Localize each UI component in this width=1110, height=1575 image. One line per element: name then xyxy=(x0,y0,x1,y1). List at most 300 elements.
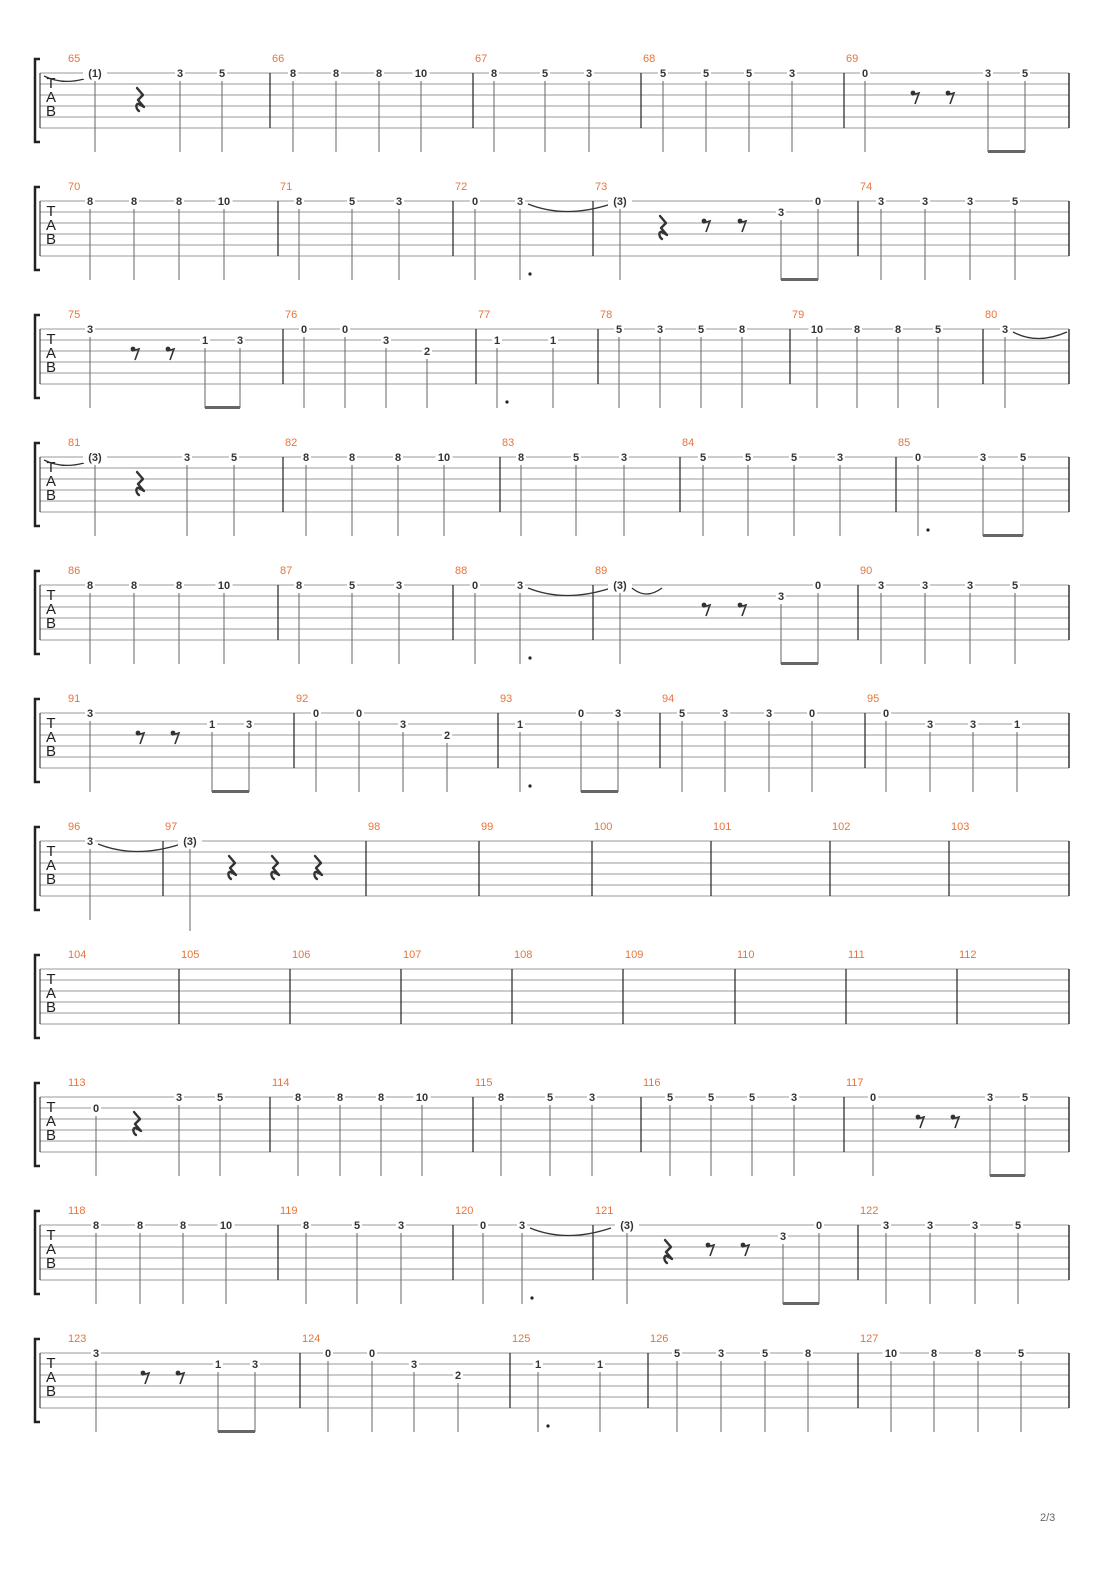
eighth-rest-stem xyxy=(167,349,174,360)
fret-number: 5 xyxy=(541,68,549,80)
fret-number: 2 xyxy=(423,346,431,358)
fret-number: 3 xyxy=(765,708,773,720)
fret-number: (3) xyxy=(183,836,197,848)
fret-number: 3 xyxy=(1001,324,1009,336)
fret-number: 5 xyxy=(745,68,753,80)
eighth-rest-stem xyxy=(739,605,746,616)
fret-number: 3 xyxy=(777,591,785,603)
fret-number: 3 xyxy=(92,1348,100,1360)
quarter-rest xyxy=(228,856,236,879)
fret-number: 8 xyxy=(179,1220,187,1232)
fret-number: 8 xyxy=(130,196,138,208)
tie-arc xyxy=(528,204,611,212)
fret-number: 8 xyxy=(136,1220,144,1232)
measure-number: 95 xyxy=(867,693,880,705)
tab-clef-letter: T xyxy=(46,1227,56,1244)
measure-number: 83 xyxy=(502,437,515,449)
fret-number: 3 xyxy=(518,1220,526,1232)
fret-number: 5 xyxy=(1021,1092,1029,1104)
eighth-rest-stem xyxy=(132,349,139,360)
tab-clef-letter: B xyxy=(45,231,57,248)
fret-number: 5 xyxy=(1019,452,1027,464)
fret-number: 3 xyxy=(516,196,524,208)
measure-number: 90 xyxy=(860,565,873,577)
note-beam xyxy=(983,534,1023,537)
eighth-rest-stem xyxy=(947,93,954,104)
tie-arc xyxy=(528,588,611,596)
eighth-rest-stem xyxy=(739,221,746,232)
fret-number: 5 xyxy=(572,452,580,464)
system-bracket xyxy=(35,443,40,526)
fret-number: 3 xyxy=(790,1092,798,1104)
eighth-rest-stem xyxy=(703,221,710,232)
fret-number: 5 xyxy=(546,1092,554,1104)
fret-number: 8 xyxy=(294,1092,302,1104)
quarter-rest xyxy=(314,856,322,879)
measure-number: 86 xyxy=(68,565,81,577)
measure-number: 122 xyxy=(860,1205,879,1217)
fret-number: 1 xyxy=(1013,719,1021,731)
fret-number: 5 xyxy=(348,196,356,208)
fret-number: 3 xyxy=(969,719,977,731)
eighth-rest-stem xyxy=(707,1245,714,1256)
measure-number: 67 xyxy=(475,53,488,65)
fret-number: 3 xyxy=(399,719,407,731)
tab-clef-letter: T xyxy=(46,715,56,732)
fret-number: 3 xyxy=(986,1092,994,1104)
measure-number: 99 xyxy=(481,821,494,833)
eighth-rest-stem xyxy=(177,1373,184,1384)
quarter-rest xyxy=(133,1112,141,1135)
measure-number: 100 xyxy=(594,821,613,833)
measure-number: 96 xyxy=(68,821,81,833)
fret-number: 8 xyxy=(894,324,902,336)
fret-number: 0 xyxy=(471,580,479,592)
page-number: 2/3 xyxy=(1040,1512,1056,1524)
fret-number: 3 xyxy=(236,335,244,347)
fret-number: 3 xyxy=(721,708,729,720)
measure-number: 85 xyxy=(898,437,911,449)
measure-number: 89 xyxy=(595,565,608,577)
tab-clef-letter: A xyxy=(45,985,57,1002)
fret-number: 8 xyxy=(497,1092,505,1104)
fret-number: 8 xyxy=(336,1092,344,1104)
tab-clef-letter: T xyxy=(46,971,56,988)
measure-number: 92 xyxy=(296,693,309,705)
measure-number: 76 xyxy=(285,309,298,321)
tab-system xyxy=(35,1205,1069,1305)
measure-number: 80 xyxy=(985,309,998,321)
measure-number: 81 xyxy=(68,437,81,449)
tab-clef-letter: T xyxy=(46,203,56,220)
tab-system xyxy=(35,1333,1069,1433)
measure-number: 69 xyxy=(846,53,859,65)
tab-clef-letter: B xyxy=(45,999,57,1016)
fret-number: 8 xyxy=(853,324,861,336)
fret-number: 3 xyxy=(395,196,403,208)
tab-clef-letter: T xyxy=(46,75,56,92)
fret-number: 5 xyxy=(218,68,226,80)
fret-number: 8 xyxy=(175,196,183,208)
measure-number: 110 xyxy=(737,949,755,961)
fret-number: 8 xyxy=(377,1092,385,1104)
system-bracket xyxy=(35,1083,40,1166)
measure-number: 116 xyxy=(643,1077,661,1089)
tie-arc xyxy=(530,1228,611,1236)
fret-number: 8 xyxy=(86,196,94,208)
system-bracket xyxy=(35,1211,40,1294)
fret-number: 1 xyxy=(596,1359,604,1371)
fret-number: (3) xyxy=(620,1220,634,1232)
tab-clef-letter: A xyxy=(45,729,57,746)
tab-clef-letter: B xyxy=(45,359,57,376)
measure-number: 118 xyxy=(68,1205,86,1217)
measure-number: 105 xyxy=(181,949,200,961)
rhythm-dot xyxy=(528,272,531,275)
measure-number: 108 xyxy=(514,949,533,961)
system-bracket xyxy=(35,1339,40,1422)
fret-number: 0 xyxy=(324,1348,332,1360)
measure-number: 127 xyxy=(860,1333,879,1345)
tie-arc xyxy=(1013,332,1067,339)
fret-number: 8 xyxy=(130,580,138,592)
system-bracket xyxy=(35,699,40,782)
measure-number: 113 xyxy=(68,1077,86,1089)
system-bracket xyxy=(35,59,40,142)
fret-number: 3 xyxy=(921,580,929,592)
tab-system xyxy=(35,949,1069,1038)
fret-number: 8 xyxy=(517,452,525,464)
fret-number: 3 xyxy=(979,452,987,464)
measure-number: 112 xyxy=(959,949,977,961)
fret-number: 3 xyxy=(395,580,403,592)
measure-number: 102 xyxy=(832,821,851,833)
measure-number: 65 xyxy=(68,53,81,65)
tab-system xyxy=(35,821,1069,931)
measure-number: 117 xyxy=(846,1077,864,1089)
fret-number: (3) xyxy=(613,196,627,208)
measure-number: 94 xyxy=(662,693,675,705)
measure-number: 71 xyxy=(280,181,293,193)
measure-number: 106 xyxy=(292,949,311,961)
fret-number: 3 xyxy=(777,207,785,219)
measure-number: 121 xyxy=(595,1205,614,1217)
system-bracket xyxy=(35,827,40,910)
measure-number: 114 xyxy=(272,1077,290,1089)
fret-number: 3 xyxy=(585,68,593,80)
fret-number: 5 xyxy=(761,1348,769,1360)
measure-number: 75 xyxy=(68,309,81,321)
fret-number: 3 xyxy=(656,324,664,336)
system-bracket xyxy=(35,571,40,654)
rhythm-dot xyxy=(528,656,531,659)
fret-number: 5 xyxy=(659,68,667,80)
fret-number: 0 xyxy=(341,324,349,336)
fret-number: 10 xyxy=(810,324,824,336)
rhythm-dot xyxy=(530,1296,533,1299)
fret-number: 3 xyxy=(926,1220,934,1232)
fret-number: 8 xyxy=(302,452,310,464)
eighth-rest-stem xyxy=(142,1373,149,1384)
fret-number: 8 xyxy=(92,1220,100,1232)
fret-number: 5 xyxy=(934,324,942,336)
fret-number: 0 xyxy=(882,708,890,720)
eighth-rest-stem xyxy=(703,605,710,616)
fret-number: 1 xyxy=(493,335,501,347)
fret-number: 0 xyxy=(300,324,308,336)
fret-number: 5 xyxy=(1011,196,1019,208)
note-beam xyxy=(781,278,818,281)
measure-number: 124 xyxy=(302,1333,321,1345)
measure-number: 68 xyxy=(643,53,656,65)
measure-number: 74 xyxy=(860,181,873,193)
fret-number: 0 xyxy=(814,580,822,592)
fret-number: 1 xyxy=(516,719,524,731)
fret-number: (3) xyxy=(88,452,102,464)
fret-number: 10 xyxy=(884,1348,898,1360)
measure-number: 109 xyxy=(625,949,644,961)
fret-number: 0 xyxy=(815,1220,823,1232)
fret-number: 5 xyxy=(697,324,705,336)
note-beam xyxy=(581,790,618,793)
fret-number: 8 xyxy=(375,68,383,80)
tab-system xyxy=(35,565,1069,665)
note-beam xyxy=(205,406,240,409)
fret-number: 0 xyxy=(808,708,816,720)
tab-clef-letter: T xyxy=(46,843,56,860)
tab-system xyxy=(35,309,1069,409)
fret-number: 3 xyxy=(836,452,844,464)
fret-number: 0 xyxy=(368,1348,376,1360)
fret-number: 3 xyxy=(86,836,94,848)
fret-number: 0 xyxy=(861,68,869,80)
fret-number: 10 xyxy=(415,1092,429,1104)
eighth-rest-stem xyxy=(952,1117,959,1128)
fret-number: 3 xyxy=(382,335,390,347)
fret-number: 3 xyxy=(966,580,974,592)
measure-number: 79 xyxy=(792,309,805,321)
fret-number: 5 xyxy=(1021,68,1029,80)
fret-number: 5 xyxy=(615,324,623,336)
measure-number: 115 xyxy=(475,1077,493,1089)
tab-clef-letter: B xyxy=(45,615,57,632)
tab-clef-letter: B xyxy=(45,1255,57,1272)
fret-number: 3 xyxy=(779,1231,787,1243)
note-beam xyxy=(781,662,818,665)
tab-clef-letter: T xyxy=(46,1099,56,1116)
fret-number: 3 xyxy=(614,708,622,720)
fret-number: 0 xyxy=(479,1220,487,1232)
quarter-rest xyxy=(136,88,144,111)
tab-clef-letter: T xyxy=(46,331,56,348)
measure-number: 98 xyxy=(368,821,381,833)
fret-number: 3 xyxy=(588,1092,596,1104)
measure-number: 88 xyxy=(455,565,468,577)
tab-clef-letter: B xyxy=(45,743,57,760)
quarter-rest xyxy=(271,856,279,879)
tab-clef-letter: A xyxy=(45,1369,57,1386)
tab-system xyxy=(35,437,1069,537)
note-beam xyxy=(990,1174,1025,1177)
fret-number: 5 xyxy=(1017,1348,1025,1360)
fret-number: 3 xyxy=(245,719,253,731)
tab-clef-letter: A xyxy=(45,857,57,874)
quarter-rest xyxy=(136,472,144,495)
tab-clef-letter: B xyxy=(45,487,57,504)
measure-number: 77 xyxy=(478,309,491,321)
fret-number: 3 xyxy=(86,708,94,720)
rhythm-dot xyxy=(505,400,508,403)
measure-number: 104 xyxy=(68,949,87,961)
measure-number: 111 xyxy=(848,949,865,961)
fret-number: 8 xyxy=(332,68,340,80)
measure-number: 119 xyxy=(280,1205,298,1217)
tab-clef-letter: A xyxy=(45,89,57,106)
fret-number: 8 xyxy=(302,1220,310,1232)
fret-number: 3 xyxy=(921,196,929,208)
fret-number: 0 xyxy=(312,708,320,720)
fret-number: 0 xyxy=(914,452,922,464)
tab-system xyxy=(35,1077,1069,1177)
fret-number: 3 xyxy=(717,1348,725,1360)
fret-number: 5 xyxy=(353,1220,361,1232)
tab-clef-letter: B xyxy=(45,1127,57,1144)
fret-number: 5 xyxy=(1011,580,1019,592)
fret-number: 8 xyxy=(804,1348,812,1360)
note-beam xyxy=(212,790,249,793)
fret-number: 3 xyxy=(516,580,524,592)
fret-number: 3 xyxy=(251,1359,259,1371)
fret-number: 5 xyxy=(666,1092,674,1104)
fret-number: 5 xyxy=(1014,1220,1022,1232)
fret-number: 3 xyxy=(397,1220,405,1232)
fret-number: 8 xyxy=(289,68,297,80)
eighth-rest-stem xyxy=(912,93,919,104)
fret-number: 3 xyxy=(877,196,885,208)
measure-number: 72 xyxy=(455,181,468,193)
fret-number: 10 xyxy=(217,580,231,592)
eighth-rest-stem xyxy=(917,1117,924,1128)
fret-number: 0 xyxy=(869,1092,877,1104)
tab-clef-letter: T xyxy=(46,587,56,604)
measure-number: 70 xyxy=(68,181,81,193)
system-bracket xyxy=(35,955,40,1038)
fret-number: 1 xyxy=(534,1359,542,1371)
tie-arc xyxy=(632,588,662,594)
fret-number: 2 xyxy=(454,1370,462,1382)
fret-number: 5 xyxy=(790,452,798,464)
tab-clef-letter: A xyxy=(45,345,57,362)
measure-number: 87 xyxy=(280,565,293,577)
rhythm-dot xyxy=(528,784,531,787)
measure-number: 78 xyxy=(600,309,613,321)
measure-number: 125 xyxy=(512,1333,531,1345)
tab-clef-letter: A xyxy=(45,1113,57,1130)
fret-number: 3 xyxy=(926,719,934,731)
fret-number: 5 xyxy=(216,1092,224,1104)
fret-number: 8 xyxy=(86,580,94,592)
fret-number: 3 xyxy=(877,580,885,592)
quarter-rest xyxy=(664,1240,672,1263)
fret-number: 10 xyxy=(217,196,231,208)
fret-number: 1 xyxy=(208,719,216,731)
fret-number: 5 xyxy=(702,68,710,80)
fret-number: 3 xyxy=(966,196,974,208)
tab-clef-letter: A xyxy=(45,473,57,490)
fret-number: 3 xyxy=(176,68,184,80)
fret-number: 0 xyxy=(92,1103,100,1115)
tab-system xyxy=(35,181,1069,281)
fret-number: 3 xyxy=(788,68,796,80)
tie-arc xyxy=(98,844,181,852)
tab-system xyxy=(35,693,1069,793)
fret-number: 5 xyxy=(748,1092,756,1104)
fret-number: 3 xyxy=(410,1359,418,1371)
tab-clef-letter: T xyxy=(46,459,56,476)
fret-number: 3 xyxy=(882,1220,890,1232)
fret-number: 8 xyxy=(930,1348,938,1360)
eighth-rest-stem xyxy=(742,1245,749,1256)
eighth-rest-stem xyxy=(137,733,144,744)
fret-number: 2 xyxy=(443,730,451,742)
tab-clef-letter: A xyxy=(45,601,57,618)
tab-system xyxy=(35,53,1069,153)
measure-number: 93 xyxy=(500,693,513,705)
rhythm-dot xyxy=(546,1424,549,1427)
measure-number: 84 xyxy=(682,437,695,449)
fret-number: 5 xyxy=(699,452,707,464)
note-beam xyxy=(783,1302,819,1305)
fret-number: 0 xyxy=(577,708,585,720)
fret-number: 8 xyxy=(490,68,498,80)
fret-number: 10 xyxy=(437,452,451,464)
tab-clef-letter: T xyxy=(46,1355,56,1372)
system-bracket xyxy=(35,187,40,270)
fret-number: (1) xyxy=(88,68,102,80)
system-bracket xyxy=(35,315,40,398)
quarter-rest xyxy=(659,216,667,239)
measure-number: 103 xyxy=(951,821,970,833)
fret-number: 10 xyxy=(219,1220,233,1232)
measure-number: 120 xyxy=(455,1205,474,1217)
fret-number: 3 xyxy=(620,452,628,464)
measure-number: 66 xyxy=(272,53,285,65)
fret-number: 3 xyxy=(971,1220,979,1232)
measure-number: 91 xyxy=(68,693,81,705)
fret-number: (3) xyxy=(613,580,627,592)
fret-number: 8 xyxy=(974,1348,982,1360)
measure-number: 123 xyxy=(68,1333,87,1345)
fret-number: 8 xyxy=(394,452,402,464)
fret-number: 3 xyxy=(183,452,191,464)
fret-number: 8 xyxy=(175,580,183,592)
fret-number: 5 xyxy=(673,1348,681,1360)
fret-number: 5 xyxy=(744,452,752,464)
note-beam xyxy=(218,1430,255,1433)
tab-clef-letter: B xyxy=(45,1383,57,1400)
measure-number: 73 xyxy=(595,181,608,193)
measure-number: 126 xyxy=(650,1333,669,1345)
fret-number: 0 xyxy=(814,196,822,208)
tab-clef-letter: A xyxy=(45,217,57,234)
tab-clef-letter: B xyxy=(45,103,57,120)
fret-number: 3 xyxy=(984,68,992,80)
fret-number: 8 xyxy=(295,580,303,592)
note-beam xyxy=(988,150,1025,153)
fret-number: 3 xyxy=(175,1092,183,1104)
fret-number: 5 xyxy=(230,452,238,464)
fret-number: 5 xyxy=(678,708,686,720)
